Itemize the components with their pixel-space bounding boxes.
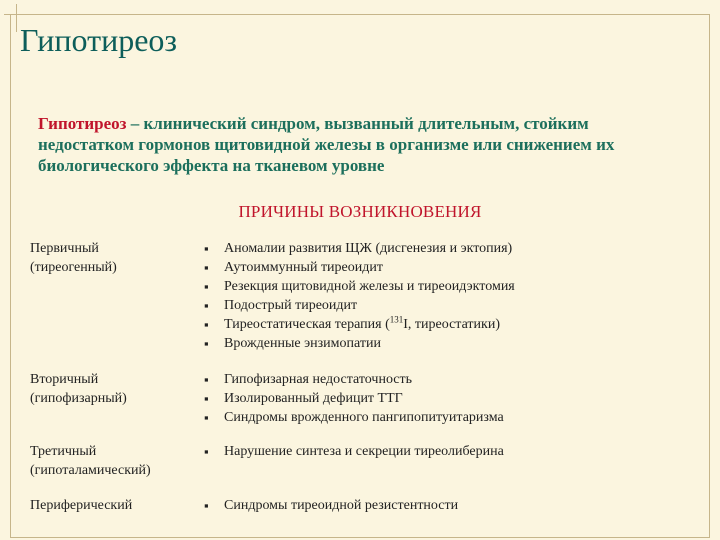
- slide-title: Гипотиреоз: [20, 22, 178, 58]
- list-item: ▪ Нарушение синтеза и секреции тиреолиберина: [204, 442, 704, 461]
- cause-type: [30, 370, 200, 408]
- list-item: ▪ Синдромы тиреоидной резистентности: [204, 496, 704, 515]
- cause-list: [204, 496, 704, 515]
- definition-term: Гипотиреоз: [38, 114, 127, 133]
- list-item: [204, 315, 704, 334]
- cause-type-name: Первичный: [30, 241, 99, 256]
- cause-type-qualifier: (гипоталамический): [30, 463, 151, 478]
- corner-mark-vertical: [16, 4, 17, 32]
- list-item: ▪ Врожденные энзимопатии: [204, 334, 704, 353]
- list-item: ▪ Аномалии развития ЩЖ (дисгенезия и эктопия): [204, 239, 704, 258]
- cause-type-qualifier: (тиреогенный): [30, 260, 117, 275]
- cause-type-name: Периферический: [30, 498, 133, 513]
- definition-paragraph: [38, 113, 678, 176]
- cause-type-name: Вторичный: [30, 372, 99, 387]
- cause-type-name: Третичный: [30, 444, 97, 459]
- list-item-text: Тиреостатическая терапия (: [224, 317, 390, 332]
- cause-type: [30, 239, 200, 277]
- isotope-superscript: 131: [389, 314, 404, 325]
- cause-list: [204, 370, 704, 427]
- list-item-text: I, тиреостатики): [403, 317, 500, 332]
- list-item: ▪ Гипофизарная недостаточность: [204, 370, 704, 389]
- list-item: ▪ Синдромы врожденного пангипопитуитаризма: [204, 408, 704, 427]
- list-item: ▪ Подострый тиреоидит: [204, 296, 704, 315]
- cause-type-qualifier: (гипофизарный): [30, 391, 127, 406]
- list-item: ▪ Аутоиммунный тиреоидит: [204, 258, 704, 277]
- list-item: ▪ Изолированный дефицит ТТГ: [204, 389, 704, 408]
- definition-text: – клинический синдром, вызванный длительным, стойким недостатком гормонов щитовидной железы в организме или снижением их биологического эффекта на тканевом уровне: [38, 114, 615, 175]
- cause-list: [204, 239, 704, 353]
- causes-heading: ПРИЧИНЫ ВОЗНИКНОВЕНИЯ: [238, 202, 482, 221]
- cause-list: [204, 442, 704, 461]
- cause-type: [30, 496, 200, 515]
- corner-mark-horizontal: [4, 14, 34, 15]
- cause-type: [30, 442, 200, 480]
- list-item: ▪ Резекция щитовидной железы и тиреоидэктомия: [204, 277, 704, 296]
